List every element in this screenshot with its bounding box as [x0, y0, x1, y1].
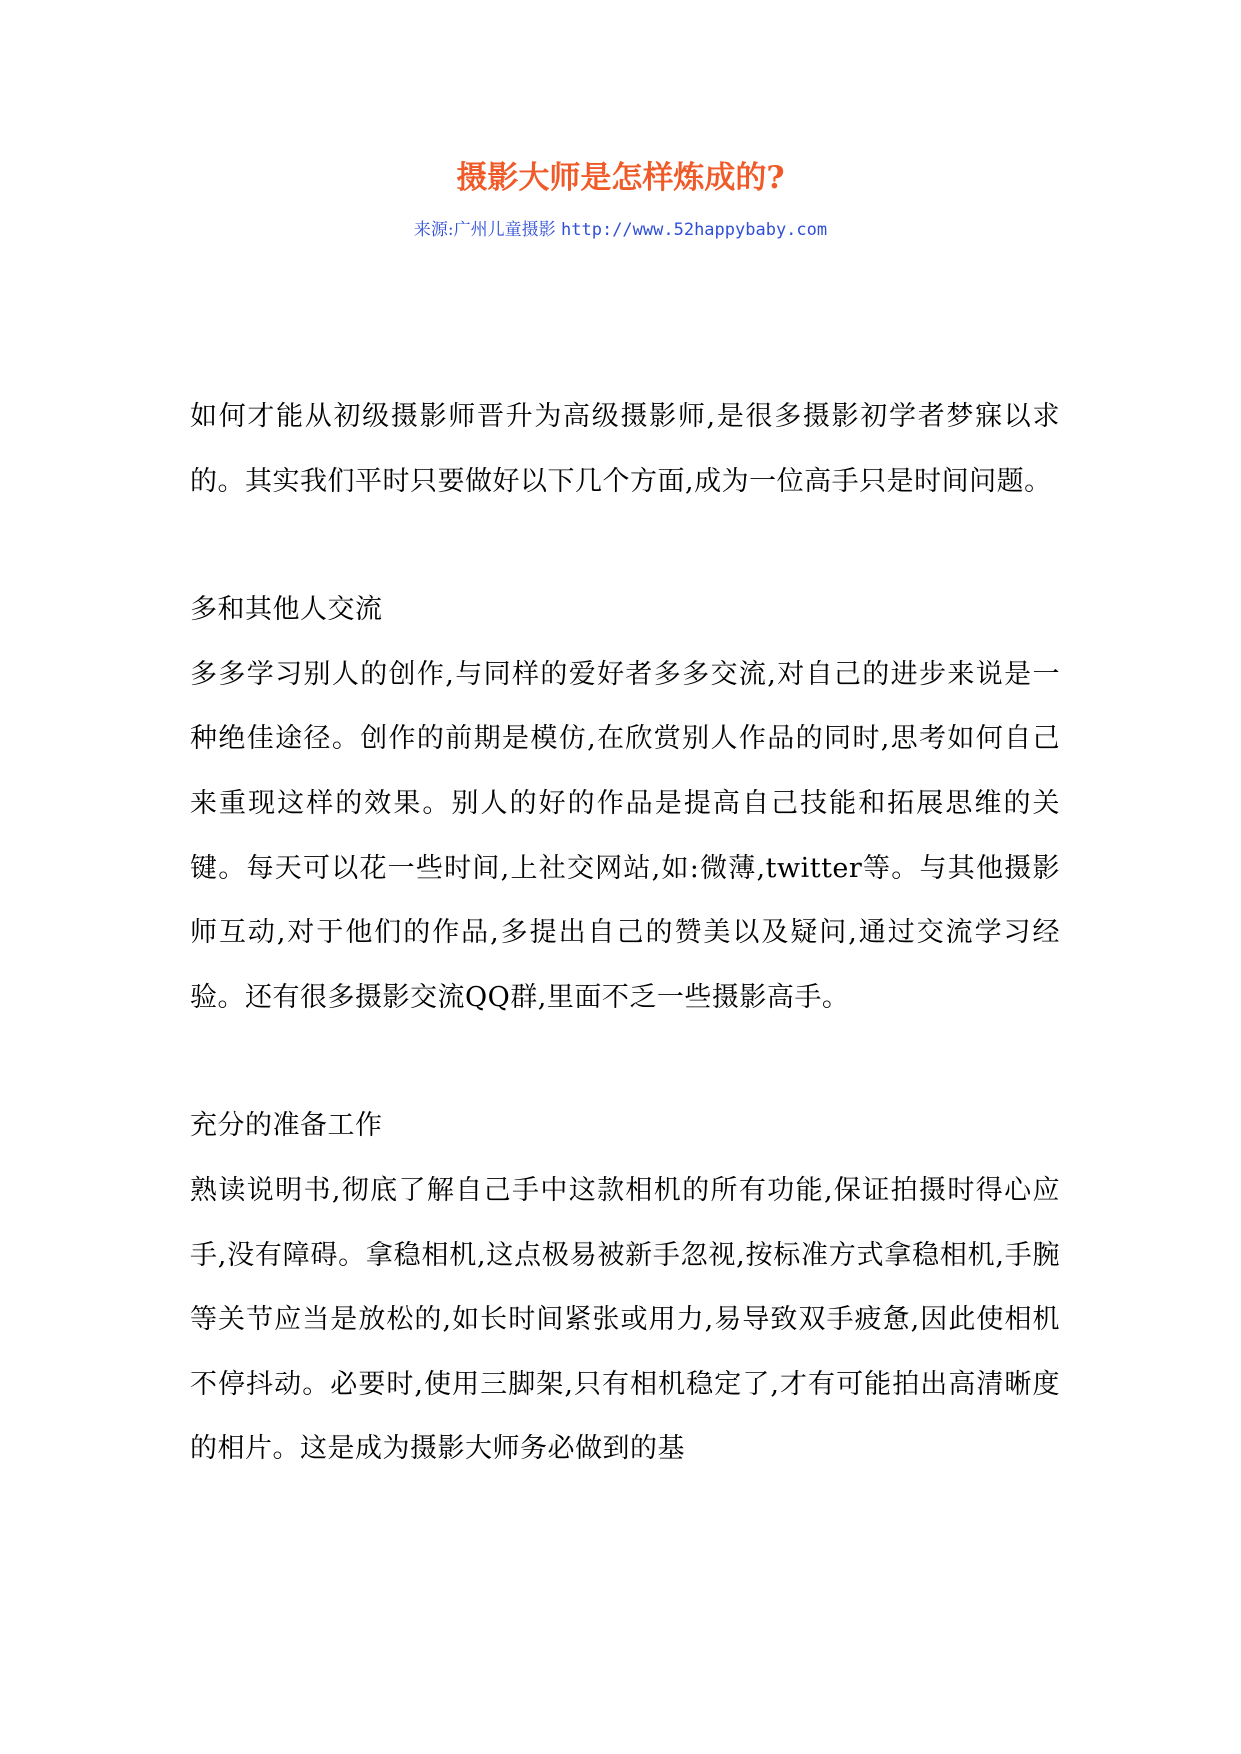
section-paragraph: 多多学习别人的创作,与同样的爱好者多多交流,对自己的进步来说是一种绝佳途径。创作的前期是模仿,在欣赏别人作品的同时,思考如何自己来重现这样的效果。别人的好的作品是提高自己技能和拓展思维的关键。每天可以花一些时间,上社交网站,如:微薄,twitter等。与其他摄影师互动,对于他们的作品,多提出自己的赞美以及疑问,通过交流学习经验。还有很多摄影交流QQ群,里面不乏一些摄影高手。 — [190, 658, 1060, 1013]
document-body — [190, 385, 1060, 1482]
section-heading: 多和其他人交流 — [190, 594, 383, 626]
spacer — [190, 514, 1060, 578]
section-paragraph: 熟读说明书,彻底了解自己手中这款相机的所有功能,保证拍摄时得心应手,没有障碍。拿稳相机,这点极易被新手忽视,按标准方式拿稳相机,手腕等关节应当是放松的,如长时间紧张或用力,易导致双手疲惫,因此使相机不停抖动。必要时,使用三脚架,只有相机稳定了,才有可能拍出高清晰度的相片。这是成为摄影大师务必做到的基 — [190, 1174, 1060, 1465]
source-url: http://www.52happybaby.com — [561, 220, 828, 240]
section-heading: 充分的准备工作 — [190, 1110, 383, 1142]
source-label: 来源:广州儿童摄影 — [413, 220, 556, 240]
source-line — [0, 220, 1241, 240]
spacer — [190, 1030, 1060, 1094]
intro-paragraph: 如何才能从初级摄影师晋升为高级摄影师,是很多摄影初学者梦寐以求的。其实我们平时只要做好以下几个方面,成为一位高手只是时间问题。 — [190, 401, 1060, 497]
document-title: 摄影大师是怎样炼成的? — [456, 160, 785, 196]
